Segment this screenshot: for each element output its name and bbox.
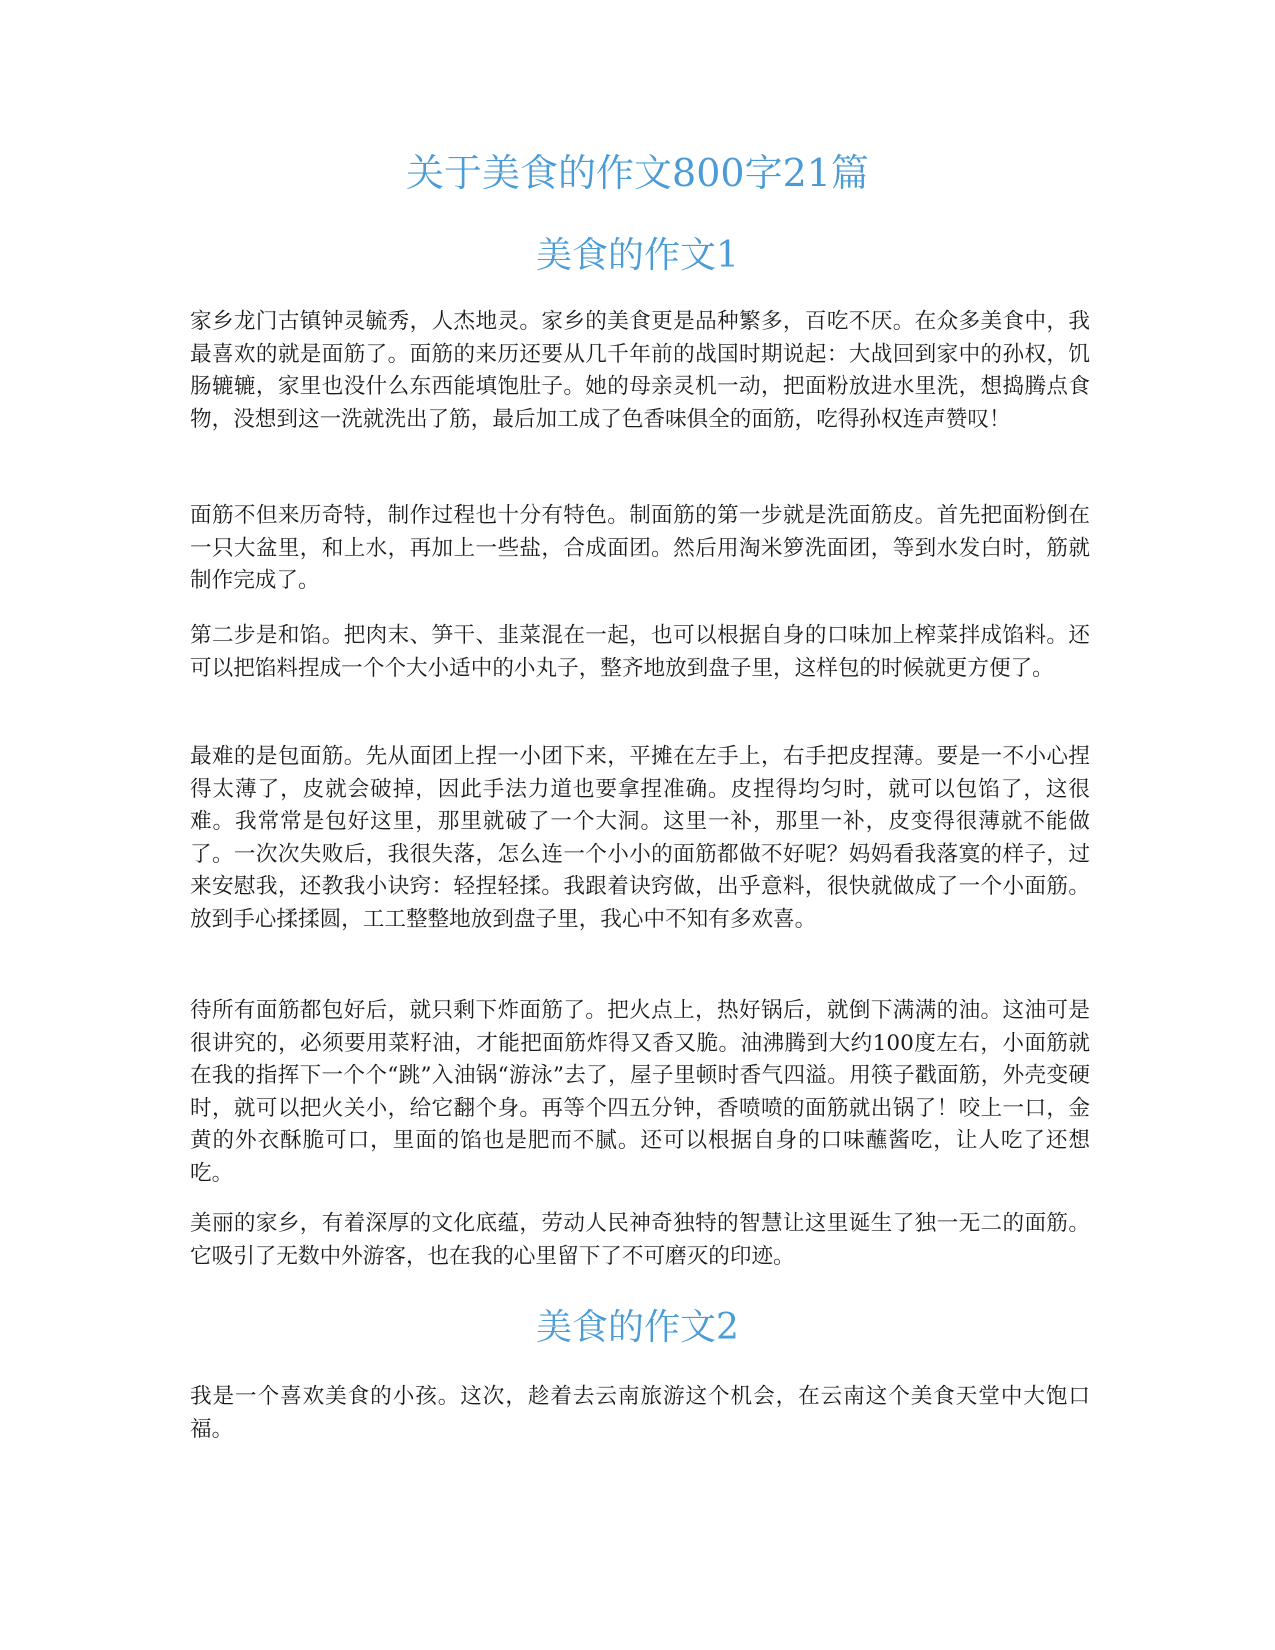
paragraph: 我是一个喜欢美食的小孩。这次，趁着去云南旅游这个机会，在云南这个美食天堂中大饱口福。 [190, 1384, 1090, 1442]
section-heading-1: 美食的作文1 [536, 235, 739, 276]
paragraph: 待所有面筋都包好后，就只剩下炸面筋了。把火点上，热好锅后，就倒下满满的油。这油可是很讲究的，必须要用菜籽油，才能把面筋炸得又香又脆。油沸腾到大约100度左右，小面筋就在我的指挥下一个个“跳”入油锅“游泳”去了，屋子里顿时香气四溢。用筷子戳面筋，外壳变硬时，就可以把火关小，给它翻个身。再等个四五分钟，香喷喷的面筋就出锅了！咬上一口，金黄的外衣酥脆可口，里面的馅也是肥而不腻。还可以根据自身的口味蘸酱吃，让人吃了还想吃。 [190, 998, 1090, 1186]
paragraph: 美丽的家乡，有着深厚的文化底蕴，劳动人民神奇独特的智慧让这里诞生了独一无二的面筋。它吸引了无数中外游客，也在我的心里留下了不可磨灭的印迹。 [190, 1211, 1090, 1269]
paragraph: 第二步是和馅。把肉末、笋干、韭菜混在一起，也可以根据自身的口味加上榨菜拌成馅料。还可以把馅料捏成一个个大小适中的小丸子，整齐地放到盘子里，这样包的时候就更方便了。 [190, 623, 1090, 681]
paragraph: 面筋不但来历奇特，制作过程也十分有特色。制面筋的第一步就是洗面筋皮。首先把面粉倒在一只大盆里，和上水，再加上一些盐，合成面团。然后用淘米箩洗面团，等到水发白时，筋就制作完成了。 [190, 503, 1090, 593]
paragraph: 最难的是包面筋。先从面团上捏一小团下来，平摊在左手上，右手把皮捏薄。要是一不小心捏得太薄了，皮就会破掉，因此手法力道也要拿捏准确。皮捏得均匀时，就可以包馅了，这很难。我常常是包好这里，那里就破了一个大洞。这里一补，那里一补，皮变得很薄就不能做了。一次次失败后，我很失落，怎么连一个小小的面筋都做不好呢？妈妈看我落寞的样子，过来安慰我，还教我小诀窍：轻捏轻揉。我跟着诀窍做，出乎意料，很快就做成了一个小面筋。放到手心揉揉圆，工工整整地放到盘子里，我心中不知有多欢喜。 [190, 744, 1090, 932]
document-title: 关于美食的作文800字21篇 [406, 151, 869, 195]
section-heading-2: 美食的作文2 [536, 1307, 739, 1348]
paragraph: 家乡龙门古镇钟灵毓秀，人杰地灵。家乡的美食更是品种繁多，百吃不厌。在众多美食中，我最喜欢的就是面筋了。面筋的来历还要从几千年前的战国时期说起：大战回到家中的孙权，饥肠辘辘，家里也没什么东西能填饱肚子。她的母亲灵机一动，把面粉放进水里洗，想捣腾点食物，没想到这一洗就洗出了筋，最后加工成了色香味俱全的面筋，吃得孙权连声赞叹！ [190, 309, 1090, 432]
